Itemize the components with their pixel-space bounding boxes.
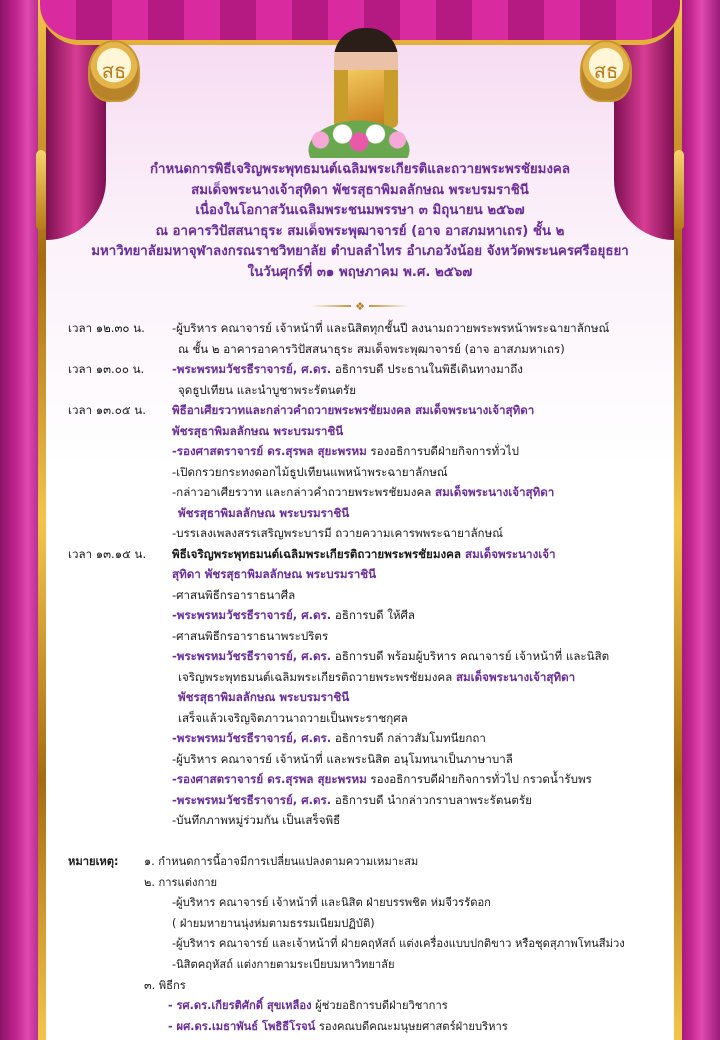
note-line: [68, 893, 668, 914]
schedule-text: เจริญพระพุทธมนต์เฉลิมพระเกียรติถวายพระพรชัยมงคล: [178, 669, 456, 684]
title-line: มหาวิทยาลัยมหาจุฬาลงกรณราชวิทยาลัย ตำบลลำไทร อำเภอวังน้อย จังหวัดพระนครศรีอยุธยา: [91, 244, 629, 259]
person-name: - ผศ.ดร.เมธาพันธ์ โพธิธีโรจน์: [168, 1019, 316, 1033]
schedule-line: [172, 441, 668, 462]
schedule-row: [68, 359, 668, 400]
schedule-line: [172, 564, 668, 585]
schedule-text: -เปิดกรวยกระทงดอกไม้ธูปเทียนแพหน้าพระฉายาลักษณ์: [172, 464, 448, 479]
person-name: -พระพรหมวัชรธีราจารย์, ศ.ดร.: [172, 731, 332, 745]
note-text: ๑. กำหนดการนี้อาจมีการเปลี่ยนแปลงตามความเหมาะสม: [144, 855, 419, 868]
schedule-line: [172, 646, 668, 667]
schedule-line: [172, 585, 668, 606]
document-title: [60, 160, 660, 283]
schedule-line: [172, 708, 668, 729]
note-text: -ผู้บริหาร คณาจารย์ และเจ้าหน้าที่ ฝ่ายคฤหัสถ์ แต่งเครื่องแบบปกติขาว หรือชุดสุภาพโทนสีม่วง: [172, 937, 625, 951]
schedule-line: [172, 359, 668, 380]
title-line: ในวันศุกร์ที่ ๓๑ พฤษภาคม พ.ศ. ๒๕๖๗: [247, 264, 473, 280]
schedule-text: -บันทึกภาพหมู่ร่วมกัน เป็นเสร็จพิธี: [172, 813, 341, 827]
schedule-line: [172, 728, 668, 749]
royal-title: สมเด็จพระนางเจ้า: [465, 546, 556, 561]
schedule-text: รองอธิการบดีฝ่ายกิจการทั่วไป: [366, 444, 519, 458]
note-line: [68, 873, 668, 894]
flower-garland: [304, 118, 414, 158]
person-name: -พระพรหมวัชรธีราจารย์, ศ.ดร.: [172, 362, 332, 376]
note-text: -ผู้บริหาร คณาจารย์ เจ้าหน้าที่ และนิสิต ฝ่ายบรรพชิต ห่มจีวรรัดอก: [172, 896, 491, 910]
title-line: ณ อาคารวิปัสสนาธุระ สมเด็จพระพุฒาจารย์ (อาจ อาสภมหาเถร) ชั้น ๒: [155, 223, 565, 239]
schedule-text: ณ ชั้น ๒ อาคารอาคารวิปัสสนาธุระ สมเด็จพระพุฒาจารย์ (อาจ อาสภมหาเถร): [178, 341, 565, 356]
schedule-text: อธิการบดี พร้อมผู้บริหาร คณาจารย์ เจ้าหน้าที่ และนิสิต: [331, 649, 610, 663]
schedule-text: -ศาสนพิธีกรอาราธนาพระปริตร: [172, 628, 329, 643]
person-name: - รศ.ดร.เกียรติศักดิ์ สุขเหลือง: [168, 999, 312, 1013]
note-line: [68, 934, 668, 955]
note-text: ผู้ช่วยอธิการบดีฝ่ายวิชาการ: [311, 999, 448, 1013]
title-line: กำหนดการพิธีเจริญพระพุทธมนต์เฉลิมพระเกียรติและถวายพระพรชัยมงคล: [150, 162, 570, 177]
title-line: เนื่องในโอกาสวันเฉลิมพระชนมพรรษา ๓ มิถุนายน ๒๕๖๗: [195, 203, 525, 218]
schedule-text: เสร็จแล้วเจริญจิตภาวนาถวายเป็นพระราชกุศล: [178, 710, 408, 725]
left-tassel: [36, 150, 46, 230]
person-name: -รองศาสตราจารย์ ดร.สุรพล สุยะพรหม: [172, 444, 367, 458]
schedule-line: [172, 687, 668, 708]
schedule-row: [68, 400, 668, 544]
note-line: [68, 955, 668, 976]
schedule-details: [172, 544, 668, 831]
schedule-line: [172, 523, 668, 544]
schedule-line: [172, 667, 668, 688]
note-text: ๒. การแต่งกาย: [144, 875, 218, 889]
schedule-line: [172, 749, 668, 770]
schedule-text: อธิการบดี ประธานในพิธีเดินทางมาถึง: [331, 362, 523, 376]
schedule-details: [172, 400, 668, 544]
schedule-text: รองอธิการบดีฝ่ายกิจการทั่วไป กรวดน้ำรับพร: [366, 772, 592, 786]
schedule-line: [172, 380, 668, 401]
royal-title: สมเด็จพระนางเจ้าสุทิดา: [455, 669, 576, 684]
schedule-text: -ผู้บริหาร คณาจารย์ เจ้าหน้าที่ และนิสิตทุกชั้นปี ลงนามถวายพระพรหน้าพระฉายาลักษณ์: [172, 321, 610, 335]
schedule-time: เวลา ๑๓.๐๐ น.: [68, 362, 145, 376]
schedule-line: [172, 462, 668, 483]
royal-emblem-left-icon: สธ: [88, 40, 140, 102]
royal-title: สมเด็จพระนางเจ้าสุทิดา: [435, 485, 555, 499]
royal-emblem-right-icon: สธ: [580, 40, 632, 102]
schedule-line: [172, 769, 668, 790]
schedule-row: [68, 318, 668, 359]
schedule-line: [172, 790, 668, 811]
note-line: [68, 914, 668, 935]
note-line: [68, 852, 668, 873]
title-line: สมเด็จพระนางเจ้าสุทิดา พัชรสุธาพิมลลักษณ พระบรมราชินี: [191, 182, 529, 198]
note-text: -นิสิตคฤหัสถ์ แต่งกายตามระเบียบมหาวิทยาลัย: [172, 957, 395, 971]
notes-section: [68, 852, 668, 1037]
person-name: -พระพรหมวัชรธีราจารย์, ศ.ดร.: [172, 649, 332, 663]
royal-portrait: [334, 28, 398, 128]
schedule-line: [172, 544, 668, 565]
schedule-text: -กล่าวอาเศียรวาท และกล่าวคำถวายพระพรชัยมงคล: [172, 485, 436, 499]
schedule-line: [172, 400, 668, 421]
person-name: -พระพรหมวัชรธีราจารย์, ศ.ดร.: [172, 608, 332, 622]
note-text: รองคณบดีคณะมนุษยศาสตร์ฝ่ายบริหาร: [315, 1019, 508, 1033]
schedule-time: เวลา ๑๒.๓๐ น.: [68, 321, 145, 335]
schedule-text: อธิการบดี กล่าวสัมโมทนียกถา: [331, 731, 486, 745]
note-line: [68, 976, 668, 997]
schedule-text: -ศาสนพิธีกรอาราธนาศีล: [172, 587, 296, 602]
schedule-time: เวลา ๑๓.๐๕ น.: [68, 403, 146, 417]
schedule-list: [68, 318, 668, 831]
royal-title: พัชรสุธาพิมลลักษณ พระบรมราชินี: [178, 505, 350, 520]
ornament-divider: ❖: [310, 300, 410, 312]
schedule-text: อธิการบดี นำกล่าวกราบลาพระรัตนตรัย: [331, 792, 532, 807]
schedule-details: [172, 359, 668, 400]
schedule-line: [172, 482, 668, 503]
note-text: ( ฝ่ายมหายานนุ่งห่มตามธรรมเนียมปฏิบัติ): [172, 916, 375, 930]
schedule-text: จุดธูปเทียน และนำบูชาพระรัตนตรัย: [178, 382, 357, 397]
schedule-line: [172, 421, 668, 442]
schedule-line: [172, 626, 668, 647]
royal-title: พัชรสุธาพิมลลักษณ พระบรมราชินี: [178, 690, 350, 704]
schedule-text: อธิการบดี ให้ศีล: [331, 608, 415, 622]
schedule-text: พิธีเจริญพระพุทธมนต์เฉลิมพระเกียรติถวายพระพรชัยมงคล: [172, 546, 466, 561]
schedule-line: [172, 339, 668, 360]
royal-title: พิธีอาเศียรวาทและกล่าวคำถวายพระพรชัยมงคล สมเด็จพระนางเจ้าสุทิดา: [172, 403, 535, 417]
note-text: ๓. พิธีกร: [144, 978, 186, 992]
schedule-details: [172, 318, 668, 359]
schedule-line: [172, 503, 668, 524]
notes-label: หมายเหตุ:: [68, 855, 119, 868]
right-tassel: [674, 150, 684, 230]
note-line: [68, 996, 668, 1017]
royal-title: พัชรสุธาพิมลลักษณ พระบรมราชินี: [172, 423, 344, 438]
schedule-text: -ผู้บริหาร คณาจารย์ เจ้าหน้าที่ และพระนิสิต อนุโมทนาเป็นภาษาบาลี: [172, 751, 513, 766]
schedule-line: [172, 318, 668, 339]
person-name: -พระพรหมวัชรธีราจารย์, ศ.ดร.: [172, 792, 332, 807]
schedule-line: [172, 810, 668, 831]
note-line: [68, 1017, 668, 1038]
schedule-time: เวลา ๑๓.๑๕ น.: [68, 546, 147, 561]
person-name: -รองศาสตราจารย์ ดร.สุรพล สุยะพรหม: [172, 772, 367, 786]
royal-title: สุทิดา พัชรสุธาพิมลลักษณ พระบรมราชินี: [172, 567, 377, 581]
schedule-line: [172, 605, 668, 626]
schedule-row: [68, 544, 668, 831]
schedule-text: -บรรเลงเพลงสรรเสริญพระบารมี ถวายความเคารพพระฉายาลักษณ์: [172, 526, 503, 540]
